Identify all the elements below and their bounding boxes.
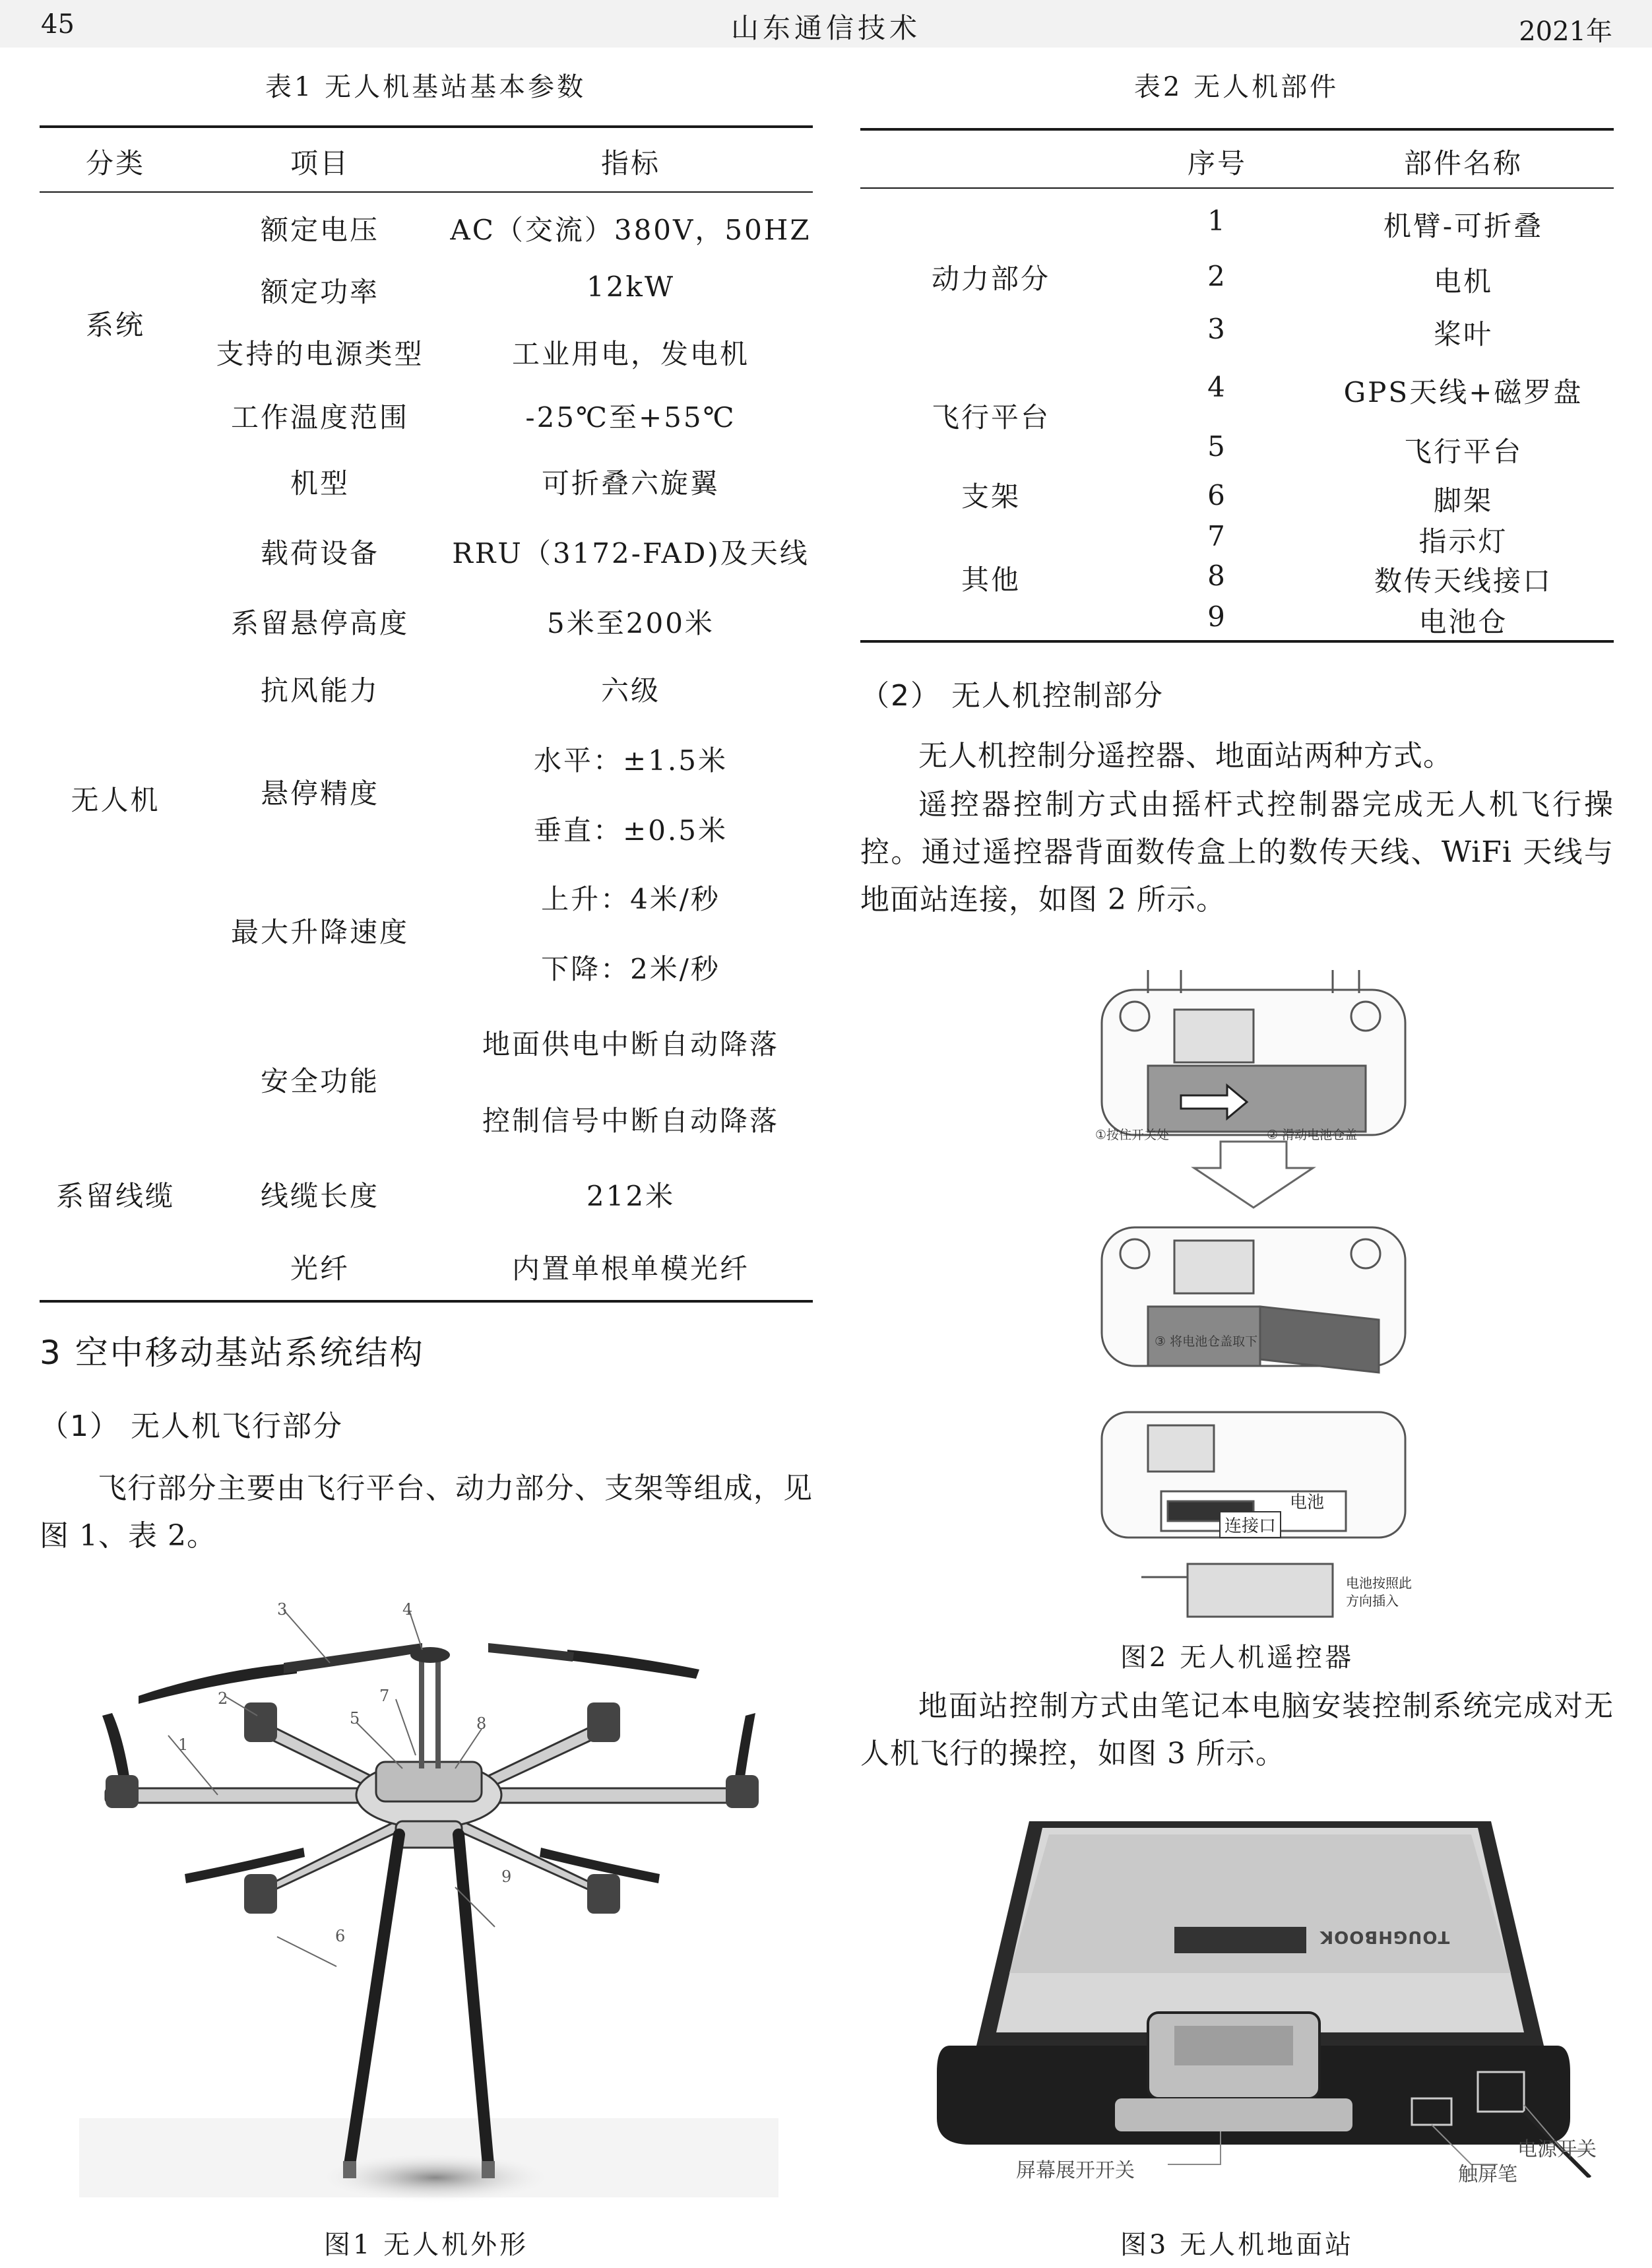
table1-row-item: 光纤 — [290, 1252, 350, 1285]
figure2-caption: 图2 无人机遥控器 — [1120, 1642, 1354, 1673]
down-arrow-icon — [1194, 1142, 1313, 1208]
table2-row-name: 飞行平台 — [1403, 436, 1523, 468]
section-3-title: 3 空中移动基站系统结构 — [40, 1334, 425, 1372]
table2-row-name: 机臂-可折叠 — [1383, 210, 1544, 242]
journal-title: 山东通信技术 — [730, 12, 921, 44]
table2-row-name: 电机 — [1433, 265, 1493, 298]
remote-step2 — [1102, 1227, 1405, 1373]
table1-row-item: 抗风能力 — [260, 674, 379, 707]
table2-row-name: 数传天线接口 — [1374, 565, 1552, 597]
table1-row-value: 212米 — [586, 1180, 676, 1212]
table1-group-uav: 无人机 — [71, 784, 160, 816]
table1-row-value: 水平：±1.5米 — [534, 744, 728, 777]
figure1-label: 6 — [335, 1927, 346, 1945]
table1-row-item: 安全功能 — [260, 1065, 379, 1097]
table2-header-rule — [860, 187, 1614, 189]
table2-group-other: 其他 — [961, 564, 1021, 596]
table2-row-no: 8 — [1207, 560, 1227, 592]
table2-row-no: 7 — [1207, 520, 1227, 552]
table2-row-no: 3 — [1207, 313, 1227, 345]
table2-bottom-rule — [860, 640, 1614, 643]
table1-header-item: 项目 — [290, 147, 350, 179]
table2-row-no: 4 — [1207, 371, 1227, 403]
table1-bottom-rule — [40, 1300, 813, 1303]
table2-row-name: 桨叶 — [1433, 318, 1493, 350]
figure3-power-switch-label: 电源开关 — [1517, 2138, 1597, 2161]
table2-group-power: 动力部分 — [931, 263, 1050, 295]
table1-caption: 表1 无人机基站基本参数 — [265, 72, 587, 102]
page-number: 45 — [41, 9, 75, 40]
paragraph-control-modes: 无人机控制分遥控器、地面站两种方式。 — [918, 739, 1453, 773]
table1-row-value: -25℃至+55℃ — [525, 401, 736, 434]
figure1-label: 3 — [277, 1600, 288, 1619]
paragraph-ground-station: 地面站控制方式由笔记本电脑安装控制系统完成对无人机飞行的操控，如图 3 所示。 — [860, 1689, 1614, 1770]
table1-header-category: 分类 — [85, 147, 145, 179]
table2-row-name: 指示灯 — [1418, 525, 1508, 558]
journal-year: 2021年 — [1519, 16, 1612, 47]
table2-top-rule — [860, 128, 1614, 131]
table1-row-item: 工作温度范围 — [230, 401, 409, 434]
table1-row-value: 内置单根单模光纤 — [511, 1252, 749, 1285]
figure2-battery-label: 电池 — [1290, 1493, 1325, 1512]
table1-row-item: 悬停精度 — [260, 777, 379, 810]
table1-row-value: RRU（3172-FAD)及天线 — [452, 537, 810, 569]
figure1-label: 2 — [218, 1689, 228, 1708]
table1-row-value: 上升：4米/秒 — [541, 883, 720, 915]
drone-landing-legs — [350, 1834, 488, 2164]
table2-row-no: 5 — [1207, 430, 1227, 463]
subsection-2-title: （2） 无人机控制部分 — [860, 679, 1164, 713]
figure1-caption: 图1 无人机外形 — [323, 2230, 529, 2260]
subsection-1-title: （1） 无人机飞行部分 — [40, 1409, 343, 1443]
table1-top-rule — [40, 125, 813, 128]
table1-header-value: 指标 — [600, 147, 660, 179]
figure1-label: 5 — [350, 1709, 360, 1728]
table1-group-system: 系统 — [85, 309, 145, 341]
table1-row-value: 工业用电，发电机 — [511, 338, 749, 370]
paragraph-remote-control: 遥控器控制方式由摇杆式控制器完成无人机飞行操控。通过遥控器背面数传盒上的数传天线、WiFi 天线与地面站连接，如图 2 所示。 — [860, 788, 1614, 917]
table1-row-value: AC（交流）380V，50HZ — [450, 214, 811, 246]
table1-row-value: 5米至200米 — [547, 607, 715, 639]
table1-row-item: 最大升降速度 — [230, 916, 409, 948]
table1-row-value: 地面供电中断自动降落 — [482, 1028, 779, 1060]
table2-row-name: GPS天线+磁罗盘 — [1343, 376, 1583, 408]
paragraph-flight-part: 飞行部分主要由飞行平台、动力部分、支架等组成，见图 1、表 2。 — [40, 1472, 813, 1553]
table1-row-value-2: 垂直：±0.5米 — [534, 814, 728, 847]
figure3-logo-text: TOUGHBOOK — [1319, 1927, 1450, 1947]
figure1-drone-image — [66, 1597, 792, 2204]
table1-header-rule — [40, 191, 813, 193]
table1-row-value-2: 控制信号中断自动降落 — [482, 1105, 779, 1137]
figure2-insert-note: 方向插入 — [1346, 1593, 1399, 1609]
table1-row-item: 支持的电源类型 — [216, 338, 424, 370]
table1-row-item: 机型 — [290, 467, 350, 500]
figure3-caption: 图3 无人机地面站 — [1120, 2230, 1354, 2260]
figure2-insert-note: 电池按照此 — [1346, 1575, 1412, 1591]
table2-row-no: 1 — [1207, 205, 1227, 237]
figure1-label: 4 — [402, 1600, 413, 1619]
drone-body — [356, 1647, 501, 1848]
figure1-label: 9 — [501, 1867, 512, 1886]
table2-row-no: 6 — [1207, 479, 1227, 511]
table1-group-tether: 系留线缆 — [55, 1180, 175, 1212]
table1-row-value-2: 下降：2米/秒 — [541, 953, 720, 985]
figure1-label: 8 — [476, 1714, 487, 1733]
table1-row-value: 12kW — [586, 271, 676, 303]
table1-row-item: 线缆长度 — [260, 1180, 379, 1212]
figure2-step1-label: ①按住开关处 — [1095, 1128, 1170, 1142]
table2-row-name: 脚架 — [1433, 484, 1493, 517]
figure3-screen-switch-label: 屏幕展开开关 — [1016, 2159, 1135, 2182]
table2-group-stand: 支架 — [961, 480, 1021, 513]
table2-group-platform: 飞行平台 — [931, 401, 1050, 434]
table2-header-no: 序号 — [1187, 147, 1247, 179]
table1-row-value: 六级 — [600, 674, 660, 707]
figure2-step3-label: ③ 将电池仓盖取下 — [1155, 1334, 1258, 1349]
figure2-connector-label: 连接口 — [1219, 1511, 1281, 1538]
remote-step1 — [1102, 970, 1405, 1135]
table2-row-name: 电池仓 — [1418, 606, 1508, 638]
table1-row-value: 可折叠六旋翼 — [541, 467, 720, 500]
table2-row-no: 9 — [1207, 600, 1227, 633]
table1-row-item: 载荷设备 — [260, 537, 379, 569]
figure1-label: 7 — [379, 1687, 390, 1705]
figure3-laptop-image — [910, 1808, 1597, 2178]
figure2-step2-label: ② 滑动电池仓盖 — [1267, 1128, 1358, 1142]
table1-row-item: 额定电压 — [260, 214, 379, 246]
figure1-label: 1 — [178, 1735, 189, 1754]
table1-row-item: 额定功率 — [260, 276, 379, 308]
table2-row-no: 2 — [1207, 260, 1227, 292]
table2-caption: 表2 无人机部件 — [1133, 72, 1339, 102]
figure3-stylus-label: 触屏笔 — [1458, 2163, 1517, 2186]
table2-header-name: 部件名称 — [1403, 147, 1523, 179]
table1-row-item: 系留悬停高度 — [230, 607, 409, 639]
